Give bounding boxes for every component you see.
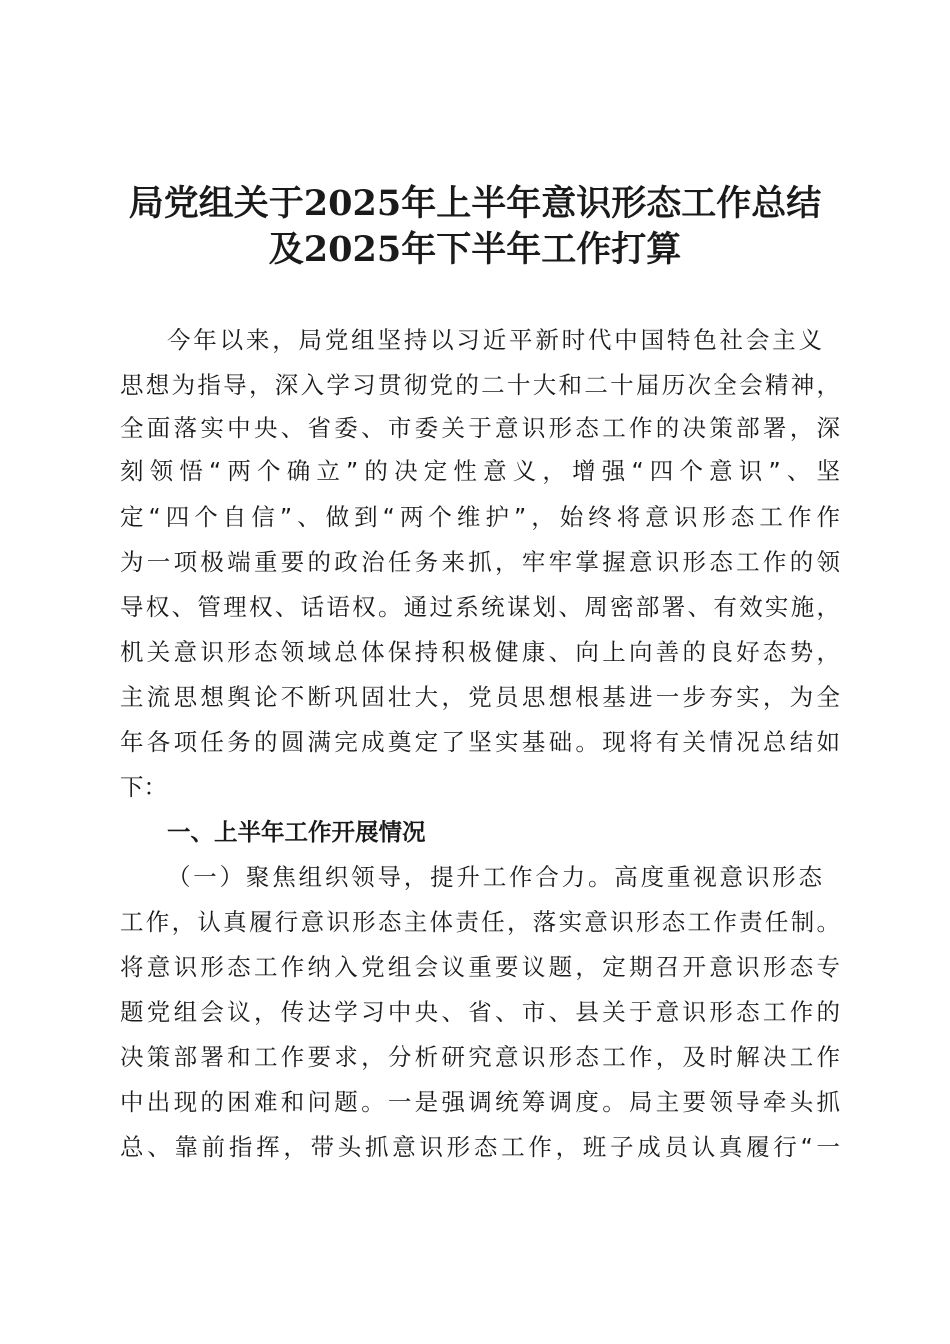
document-title-line-1: 局党组关于2025年上半年意识形态工作总结 [128, 183, 822, 224]
paragraph-line: 全面落实中央、省委、市委关于意识形态工作的决策部署，深 [120, 414, 840, 442]
paragraph-line: 年各项任务的圆满完成奠定了坚实基础。现将有关情况总结如 [120, 728, 840, 756]
paragraph-line: 总、靠前指挥，带头抓意识形态工作，班子成员认真履行“一 [120, 1133, 840, 1161]
paragraph-line: 刻领悟“两个确立”的决定性意义，增强“四个意识”、坚 [120, 457, 840, 485]
paragraph-line: 主流思想舆论不断巩固壮大，党员思想根基进一步夯实，为全 [120, 683, 840, 711]
paragraph-line: 中出现的困难和问题。一是强调统筹调度。局主要领导牵头抓 [120, 1088, 840, 1116]
paragraph-line: 导权、管理权、话语权。通过系统谋划、周密部署、有效实施， [120, 593, 840, 621]
paragraph-line: 题党组会议，传达学习中央、省、市、县关于意识形态工作的 [120, 998, 840, 1026]
paragraph-line: （一）聚焦组织领导，提升工作合力。高度重视意识形态 [167, 863, 822, 891]
paragraph-line: 将意识形态工作纳入党组会议重要议题，定期召开意识形态专 [120, 953, 840, 981]
paragraph-line: 为一项极端重要的政治任务来抓，牢牢掌握意识形态工作的领 [120, 548, 840, 576]
paragraph-line: 今年以来，局党组坚持以习近平新时代中国特色社会主义 [167, 326, 822, 354]
paragraph-line: 下： [120, 773, 167, 801]
paragraph-line: 定“四个自信”、做到“两个维护”，始终将意识形态工作作 [120, 503, 840, 531]
paragraph-line: 工作，认真履行意识形态主体责任，落实意识形态工作责任制。 [120, 908, 840, 936]
document-title-line-2: 及2025年下半年工作打算 [268, 229, 682, 270]
paragraph-line: 机关意识形态领域总体保持积极健康、向上向善的良好态势， [120, 638, 840, 666]
section-heading: 一、上半年工作开展情况 [167, 818, 426, 846]
paragraph-line: 决策部署和工作要求，分析研究意识形态工作，及时解决工作 [120, 1043, 840, 1071]
paragraph-line: 思想为指导，深入学习贯彻党的二十大和二十届历次全会精神， [120, 371, 840, 399]
